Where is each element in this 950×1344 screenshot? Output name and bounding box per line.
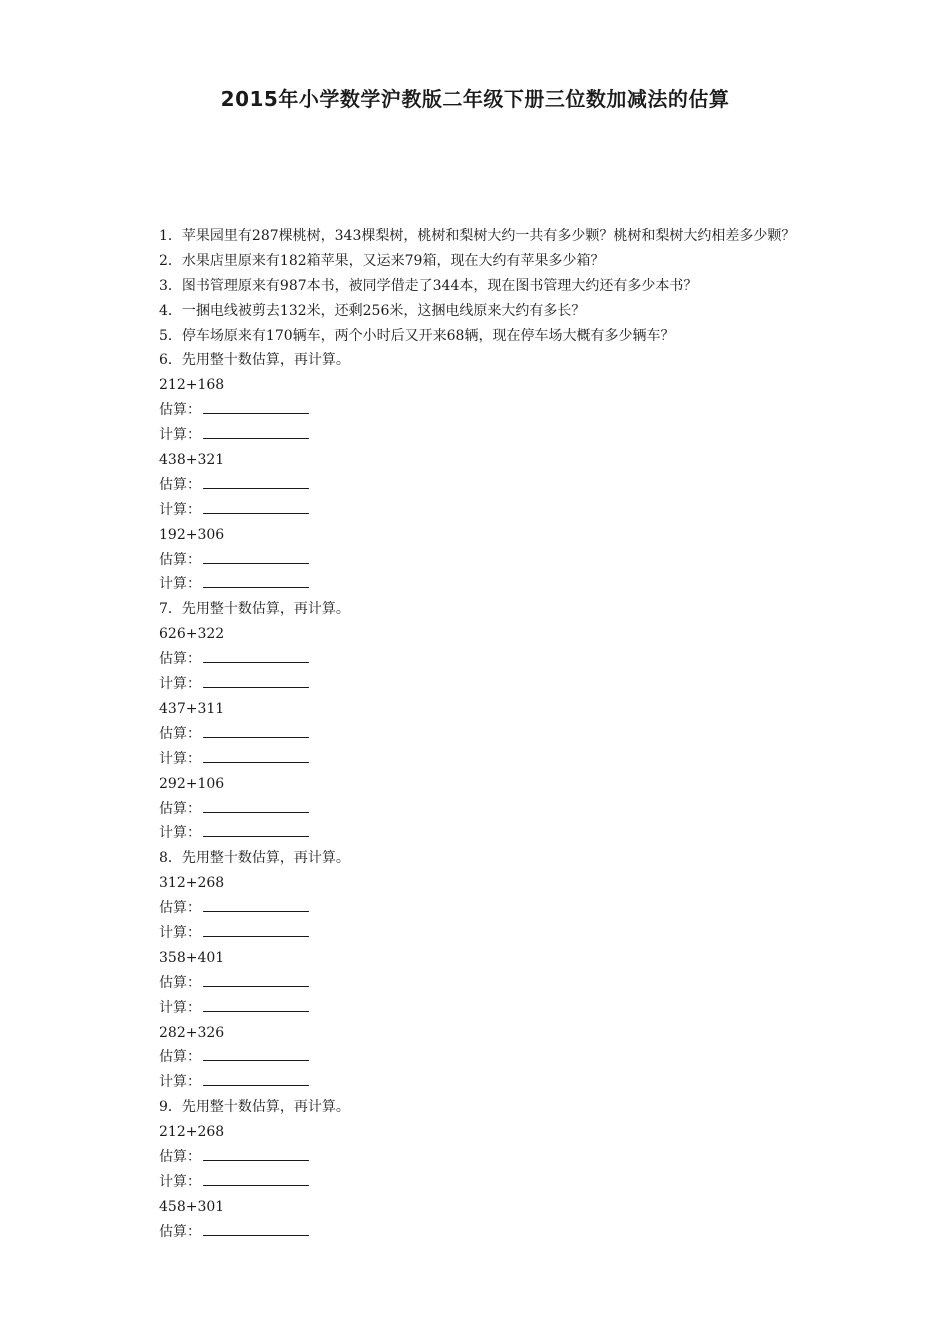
- calculate-row: [159, 747, 799, 772]
- calculate-row: [159, 921, 799, 946]
- calculate-row: [159, 996, 799, 1021]
- answer-blank[interactable]: [203, 399, 309, 414]
- expression: 282+326: [159, 1024, 225, 1041]
- question-1: 1．苹果园里有287棵桃树，343棵梨树，桃树和梨树大约一共有多少颗？桃树和梨树大约相差多少颗？: [159, 228, 796, 244]
- calculate-row: [159, 423, 799, 448]
- page-title: 2015年小学数学沪教版二年级下册三位数加减法的估算: [220, 87, 730, 111]
- expression: 212+268: [159, 1124, 225, 1141]
- document-body: [159, 224, 799, 1245]
- estimate-label: 估算：: [159, 651, 201, 668]
- question-4: 4．一捆电线被剪去132米，还剩256米，这捆电线原来大约有多长？: [159, 302, 586, 319]
- expression: 458+301: [159, 1198, 225, 1215]
- estimate-row: [159, 896, 799, 921]
- expression: 626+322: [159, 626, 225, 643]
- calculate-row: [159, 498, 799, 523]
- estimate-row: [159, 548, 799, 573]
- expression: 437+311: [159, 700, 225, 717]
- calculate-label: 计算：: [159, 825, 201, 842]
- answer-blank[interactable]: [203, 748, 309, 763]
- exercise-7-heading: 7．先用整十数估算，再计算。: [159, 601, 350, 618]
- estimate-label: 估算：: [159, 974, 201, 991]
- estimate-label: 估算：: [159, 476, 201, 493]
- expression: 292+106: [159, 775, 225, 792]
- expression: 312+268: [159, 875, 225, 892]
- expression: 438+321: [159, 452, 225, 469]
- estimate-label: 估算：: [159, 725, 201, 742]
- answer-blank[interactable]: [203, 922, 309, 937]
- answer-blank[interactable]: [203, 424, 309, 439]
- calculate-row: [159, 572, 799, 597]
- estimate-row: [159, 473, 799, 498]
- answer-blank[interactable]: [203, 648, 309, 663]
- estimate-label: 估算：: [159, 1223, 201, 1240]
- answer-blank[interactable]: [203, 1046, 309, 1061]
- answer-blank[interactable]: [203, 549, 309, 564]
- calculate-label: 计算：: [159, 750, 201, 767]
- answer-blank[interactable]: [203, 499, 309, 514]
- answer-blank[interactable]: [203, 1146, 309, 1161]
- estimate-label: 估算：: [159, 800, 201, 817]
- expression: 192+306: [159, 526, 225, 543]
- answer-blank[interactable]: [203, 673, 309, 688]
- calculate-row: [159, 821, 799, 846]
- calculate-label: 计算：: [159, 1173, 201, 1190]
- answer-blank[interactable]: [203, 822, 309, 837]
- estimate-label: 估算：: [159, 900, 201, 917]
- answer-blank[interactable]: [203, 972, 309, 987]
- calculate-label: 计算：: [159, 676, 201, 693]
- answer-blank[interactable]: [203, 573, 309, 588]
- question-2: 2．水果店里原来有182箱苹果，又运来79箱，现在大约有苹果多少箱？: [159, 252, 605, 269]
- calculate-label: 计算：: [159, 1074, 201, 1091]
- estimate-row: [159, 1145, 799, 1170]
- answer-blank[interactable]: [203, 1171, 309, 1186]
- calculate-row: [159, 1070, 799, 1095]
- answer-blank[interactable]: [203, 897, 309, 912]
- expression: 358+401: [159, 949, 225, 966]
- answer-blank[interactable]: [203, 723, 309, 738]
- calculate-label: 计算：: [159, 924, 201, 941]
- estimate-row: [159, 1045, 799, 1070]
- exercise-8-heading: 8．先用整十数估算，再计算。: [159, 850, 350, 867]
- calculate-label: 计算：: [159, 501, 201, 518]
- expression: 212+168: [159, 377, 225, 394]
- estimate-label: 估算：: [159, 1148, 201, 1165]
- answer-blank[interactable]: [203, 798, 309, 813]
- answer-blank[interactable]: [203, 997, 309, 1012]
- estimate-row: [159, 971, 799, 996]
- exercise-9-heading: 9．先用整十数估算，再计算。: [159, 1099, 350, 1116]
- answer-blank[interactable]: [203, 474, 309, 489]
- calculate-row: [159, 1170, 799, 1195]
- estimate-row: [159, 647, 799, 672]
- exercise-6-heading: 6．先用整十数估算，再计算。: [159, 352, 350, 369]
- calculate-row: [159, 672, 799, 697]
- estimate-row: [159, 1220, 799, 1245]
- calculate-label: 计算：: [159, 427, 201, 444]
- estimate-row: [159, 722, 799, 747]
- question-5: 5．停车场原来有170辆车，两个小时后又开来68辆，现在停车场大概有多少辆车？: [159, 327, 675, 344]
- estimate-row: [159, 797, 799, 822]
- answer-blank[interactable]: [203, 1071, 309, 1086]
- estimate-row: [159, 398, 799, 423]
- calculate-label: 计算：: [159, 576, 201, 593]
- answer-blank[interactable]: [203, 1221, 309, 1236]
- estimate-label: 估算：: [159, 402, 201, 419]
- question-3: 3．图书管理原来有987本书，被同学借走了344本，现在图书管理大约还有多少本书？: [159, 277, 698, 294]
- estimate-label: 估算：: [159, 1049, 201, 1066]
- calculate-label: 计算：: [159, 999, 201, 1016]
- estimate-label: 估算：: [159, 551, 201, 568]
